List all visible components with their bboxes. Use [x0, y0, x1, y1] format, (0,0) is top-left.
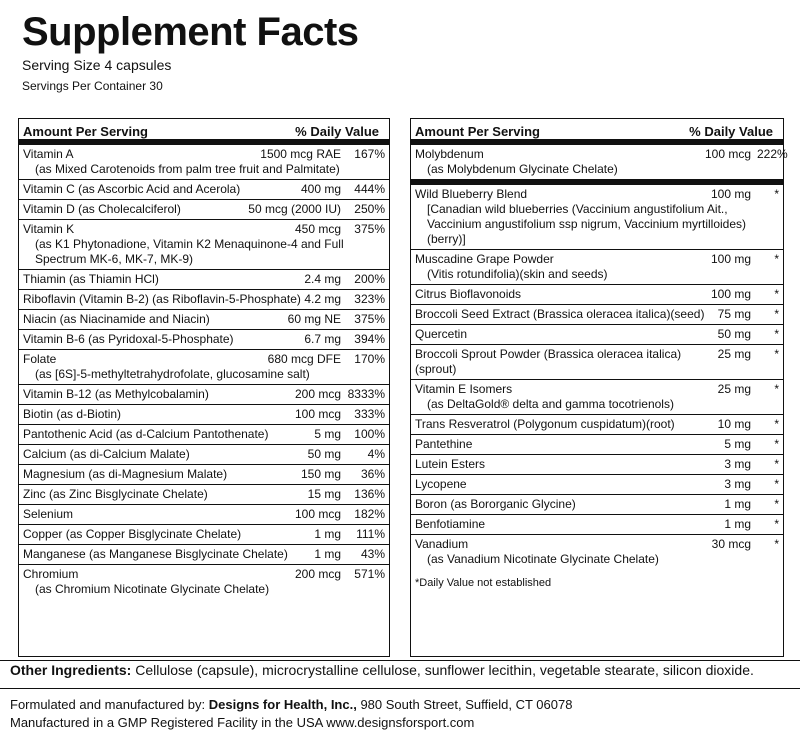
nutrient-row	[19, 310, 389, 330]
nutrient-amount: 1500 mcg RAE	[260, 147, 341, 161]
daily-value-percent: 170%	[354, 352, 385, 366]
nutrient-row	[19, 200, 389, 220]
nutrient-source: (Vitis rotundifolia)(skin and seeds)	[427, 267, 608, 281]
nutrient-row	[19, 270, 389, 290]
right-panel-header	[411, 119, 783, 145]
nutrient-amount: 60 mg NE	[287, 312, 341, 326]
right-nutrient-panel	[410, 118, 788, 657]
nutrient-amount: 1 mg	[314, 547, 341, 561]
daily-value-percent: 571%	[354, 567, 385, 581]
nutrient-name: Chromium	[23, 567, 79, 581]
daily-value-percent: *	[774, 347, 779, 361]
nutrient-row	[411, 515, 783, 535]
nutrient-amount: 150 mg	[300, 467, 341, 481]
nutrient-name: Manganese (as Manganese Bisglycinate Chelate)	[23, 547, 288, 561]
daily-value-percent: 182%	[354, 507, 385, 521]
amount-per-serving-label: Amount Per Serving	[23, 124, 148, 139]
nutrient-source: (as K1 Phytonadione, Vitamin K2 Menaquinone-4 and Full Spectrum MK-6, MK-7, MK-9)	[35, 237, 344, 266]
nutrient-row	[19, 385, 389, 405]
daily-value-percent: *	[774, 187, 779, 201]
nutrient-row	[19, 425, 389, 445]
nutrient-row	[411, 535, 783, 569]
nutrient-row	[19, 505, 389, 525]
left-nutrient-panel	[18, 118, 390, 657]
nutrient-name: Vitamin D (as Cholecalciferol)	[23, 202, 181, 216]
page-title: Supplement Facts	[22, 10, 359, 54]
nutrient-amount: 200 mcg	[294, 567, 341, 581]
nutrient-name: Pantethine	[415, 437, 473, 451]
daily-value-footnote: *Daily Value not established	[415, 577, 552, 589]
daily-value-label: % Daily Value	[295, 124, 379, 139]
daily-value-percent: 100%	[354, 427, 385, 441]
nutrient-name: Lutein Esters	[415, 457, 486, 471]
nutrient-amount: 50 mg	[717, 327, 751, 341]
daily-value-label: % Daily Value	[689, 124, 773, 139]
nutrient-source: (as Chromium Nicotinate Glycinate Chelate)	[35, 582, 270, 596]
other-ingredients-label: Other Ingredients:	[10, 662, 132, 678]
manufacturer-line	[10, 697, 572, 712]
daily-value-percent: 333%	[354, 407, 385, 421]
nutrient-name: Vitamin B-12 (as Methylcobalamin)	[23, 387, 209, 401]
nutrient-amount: 1 mg	[724, 497, 751, 511]
daily-value-percent: 8333%	[347, 387, 385, 401]
nutrient-amount: 100 mg	[710, 187, 751, 201]
nutrient-amount: 400 mg	[300, 182, 341, 196]
nutrient-row	[411, 435, 783, 455]
servings-per-container: Servings Per Container 30	[22, 79, 163, 93]
daily-value-percent: 4%	[367, 447, 385, 461]
other-ingredients-text: Cellulose (capsule), microcrystalline cellulose, sunflower lecithin, vegetable stearate, silicon dioxide.	[131, 662, 754, 678]
nutrient-name: Wild Blueberry Blend	[415, 187, 528, 201]
nutrient-row	[411, 495, 783, 515]
nutrient-amount: 100 mg	[710, 252, 751, 266]
nutrient-row	[411, 145, 788, 185]
nutrient-amount: 75 mg	[717, 307, 751, 321]
daily-value-percent: 394%	[354, 332, 385, 346]
daily-value-percent: 36%	[360, 467, 385, 481]
nutrient-source: (as Molybdenum Glycinate Chelate)	[427, 162, 618, 176]
daily-value-percent: 167%	[354, 147, 385, 161]
nutrient-row	[19, 485, 389, 505]
nutrient-amount: 1 mg	[724, 517, 751, 531]
nutrient-amount: 1 mg	[314, 527, 341, 541]
nutrient-name: Quercetin	[415, 327, 468, 341]
nutrient-amount: 3 mg	[724, 457, 751, 471]
nutrient-name: Molybdenum	[415, 147, 484, 161]
nutrient-amount: 100 mcg	[704, 147, 751, 161]
facility-line: Manufactured in a GMP Registered Facility in the USA www.designsforsport.com	[10, 715, 475, 730]
nutrient-row	[411, 345, 783, 380]
nutrient-amount: 10 mg	[717, 417, 751, 431]
daily-value-percent: 375%	[354, 312, 385, 326]
nutrient-name: Trans Resveratrol (Polygonum cuspidatum)(root)	[415, 417, 675, 431]
nutrient-name: Zinc (as Zinc Bisglycinate Chelate)	[23, 487, 208, 501]
nutrient-row	[411, 250, 783, 285]
nutrient-row	[411, 475, 783, 495]
nutrient-row	[411, 380, 783, 415]
nutrient-source: (as Vanadium Nicotinate Glycinate Chelate)	[427, 552, 659, 566]
nutrient-amount: 2.4 mg	[304, 272, 341, 286]
nutrient-row	[19, 565, 389, 599]
right-rows	[411, 145, 788, 569]
nutrient-amount: 100 mcg	[294, 407, 341, 421]
nutrient-name: Riboflavin (Vitamin B-2) (as Riboflavin-5-Phosphate)	[23, 292, 301, 306]
nutrient-name: Magnesium (as di-Magnesium Malate)	[23, 467, 228, 481]
nutrient-name: Calcium (as di-Calcium Malate)	[23, 447, 190, 461]
daily-value-percent: 43%	[360, 547, 385, 561]
nutrient-name: Citrus Bioflavonoids	[415, 287, 522, 301]
nutrient-name: Vanadium	[415, 537, 469, 551]
nutrient-amount: 200 mcg	[294, 387, 341, 401]
nutrient-amount: 680 mcg DFE	[267, 352, 341, 366]
nutrient-row	[19, 220, 389, 270]
nutrient-amount: 450 mcg	[294, 222, 341, 236]
daily-value-percent: *	[774, 517, 779, 531]
daily-value-percent: *	[774, 477, 779, 491]
nutrient-amount: 5 mg	[724, 437, 751, 451]
daily-value-percent: 136%	[354, 487, 385, 501]
nutrient-name: Folate	[23, 352, 57, 366]
daily-value-percent: *	[774, 287, 779, 301]
nutrient-row	[19, 405, 389, 425]
nutrient-name: Muscadine Grape Powder	[415, 252, 554, 266]
nutrient-row	[411, 285, 783, 305]
nutrient-name: Vitamin A	[23, 147, 74, 161]
nutrient-row	[19, 545, 389, 565]
nutrient-amount: 100 mg	[710, 287, 751, 301]
daily-value-percent: *	[774, 417, 779, 431]
daily-value-percent: 250%	[354, 202, 385, 216]
nutrient-amount: 5 mg	[314, 427, 341, 441]
nutrient-amount: 50 mcg (2000 IU)	[248, 202, 341, 216]
daily-value-percent: 375%	[354, 222, 385, 236]
nutrient-name: Broccoli Sprout Powder (Brassica oleracea italica)(sprout)	[415, 347, 682, 376]
daily-value-percent: 111%	[356, 527, 385, 541]
daily-value-percent: 222%	[757, 147, 788, 161]
nutrient-row	[19, 465, 389, 485]
nutrient-amount: 50 mg	[307, 447, 341, 461]
nutrient-name: Niacin (as Niacinamide and Niacin)	[23, 312, 210, 326]
nutrient-name: Benfotiamine	[415, 517, 486, 531]
daily-value-percent: 200%	[354, 272, 385, 286]
nutrient-row	[19, 525, 389, 545]
daily-value-percent: *	[774, 252, 779, 266]
left-rows	[19, 145, 389, 599]
other-ingredients	[10, 662, 790, 678]
nutrient-name: Thiamin (as Thiamin HCl)	[23, 272, 159, 286]
nutrient-name: Vitamin K	[23, 222, 75, 236]
left-panel-header	[19, 119, 389, 145]
divider	[0, 660, 800, 661]
nutrient-source: (as DeltaGold® delta and gamma tocotrienols)	[427, 397, 674, 411]
daily-value-percent: 323%	[354, 292, 385, 306]
nutrient-row	[411, 415, 783, 435]
nutrient-amount: 25 mg	[717, 382, 751, 396]
amount-per-serving-label: Amount Per Serving	[415, 124, 540, 139]
nutrient-amount: 100 mcg	[294, 507, 341, 521]
nutrient-name: Copper (as Copper Bisglycinate Chelate)	[23, 527, 242, 541]
daily-value-percent: *	[774, 537, 779, 551]
nutrient-name: Selenium	[23, 507, 74, 521]
nutrient-amount: 25 mg	[717, 347, 751, 361]
nutrient-source: [Canadian wild blueberries (Vaccinium angustifolium Ait., Vaccinium angustifolium ssp nigrum, Vaccinium myrtilloides)(berry)]	[427, 202, 746, 246]
daily-value-percent: *	[774, 437, 779, 451]
daily-value-percent: *	[774, 497, 779, 511]
nutrient-row	[19, 180, 389, 200]
nutrient-row	[411, 305, 783, 325]
serving-size: Serving Size 4 capsules	[22, 57, 172, 73]
nutrient-amount: 6.7 mg	[304, 332, 341, 346]
nutrient-name: Biotin (as d-Biotin)	[23, 407, 122, 421]
manufacturer-address: 980 South Street, Suffield, CT 06078	[356, 697, 573, 712]
nutrient-source: (as [6S]-5-methyltetrahydrofolate, glucosamine salt)	[35, 367, 310, 381]
nutrient-amount: 30 mcg	[711, 537, 751, 551]
daily-value-percent: *	[774, 457, 779, 471]
nutrient-source: (as Mixed Carotenoids from palm tree fruit and Palmitate)	[35, 162, 340, 176]
nutrient-amount: 4.2 mg	[304, 292, 341, 306]
nutrient-row	[411, 185, 783, 250]
manufacturer-company: Designs for Health, Inc.,	[208, 697, 357, 712]
nutrient-row	[411, 455, 783, 475]
daily-value-percent: *	[774, 382, 779, 396]
nutrient-row	[19, 350, 389, 385]
nutrient-row	[411, 325, 783, 345]
nutrient-row	[19, 445, 389, 465]
daily-value-percent: *	[774, 307, 779, 321]
daily-value-percent: *	[774, 327, 779, 341]
nutrient-row	[19, 290, 389, 310]
nutrient-name: Boron (as Bororganic Glycine)	[415, 497, 576, 511]
nutrient-row	[19, 330, 389, 350]
nutrient-name: Broccoli Seed Extract (Brassica oleracea italica)(seed)	[415, 307, 705, 321]
nutrient-name: Pantothenic Acid (as d-Calcium Pantothenate)	[23, 427, 269, 441]
nutrient-row	[19, 145, 389, 180]
nutrient-name: Vitamin C (as Ascorbic Acid and Acerola)	[23, 182, 241, 196]
divider	[0, 688, 800, 689]
manufacturer-prefix: Formulated and manufactured by:	[10, 697, 209, 712]
nutrient-amount: 3 mg	[724, 477, 751, 491]
nutrient-name: Vitamin B-6 (as Pyridoxal-5-Phosphate)	[23, 332, 234, 346]
daily-value-percent: 444%	[354, 182, 385, 196]
nutrient-name: Lycopene	[415, 477, 467, 491]
nutrient-amount: 15 mg	[307, 487, 341, 501]
nutrient-name: Vitamin E Isomers	[415, 382, 513, 396]
